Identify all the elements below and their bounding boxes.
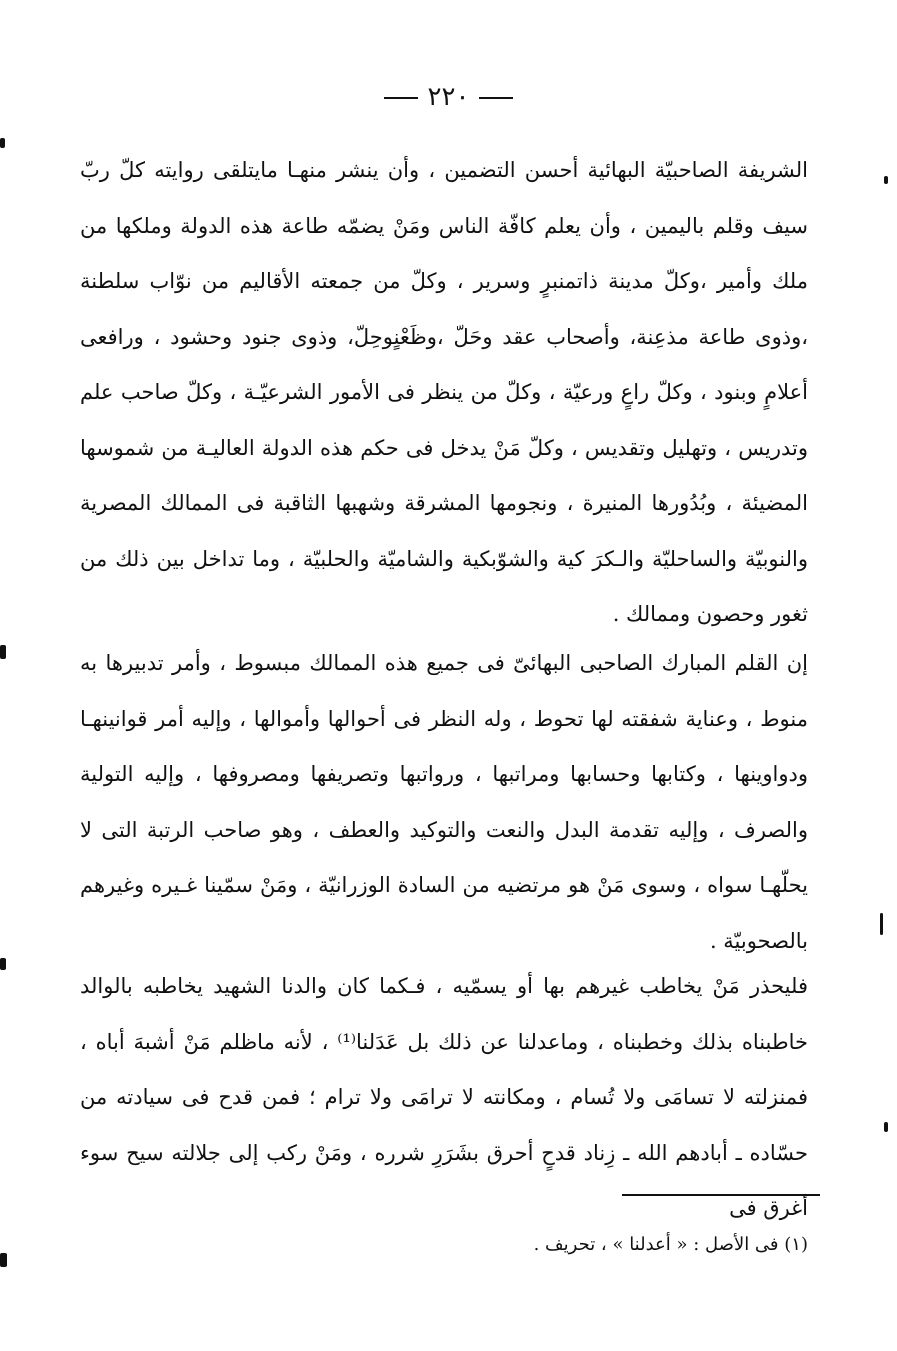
scan-mark-left-4 <box>0 1253 7 1267</box>
paragraph-1: الشريفة الصاحبيّة البهائية أحسن التضمين ، وأن ينشر منهـا مايتلقى روايته كلّ ربّ سيف وقلم باليمين ، وأن يعلم كافّة الناس ومَنْ يضمّه طاعة هذه الدولة وملكها من ملك وأمير ،وكلّ مدينة ذاتمنبرٍ وسرير ، وكلّ من جمعته الأقاليم من نوّاب سلطنة ،وذوى طاعة مذعِنة، وأصحاب عقد وحَلّ ،وظَعْنٍوحِلّ، وذوى جنود وحشود ، ورافعى أعلامٍ وبنود ، وكلّ راعٍ ورعيّة ، وكلّ من ينظر فى الأمور الشرعيّـة ، وكلّ صاحب علم وتدريس ، وتهليل وتقديس ، وكلّ مَنْ يدخل فى حكم هذه الدولة العاليـة من شموسها المضيئة ، وبُدُورها المنيرة ، ونجومها المشرقة وشهبها الثاقبة فى الممالك المصرية والنوبيّة والساحليّة والـكرَ كية والشوّبكية والشاميّة والحلبيّة ، وما تداخل بين ذلك من ثغور وحصون وممالك . <box>80 158 808 626</box>
page-number-dash-left <box>384 97 418 99</box>
paragraph-2: إن القلم المبارك الصاحبى البهائىّ فى جميع هذه الممالك مبسوط ، وأمر تدبيرها به منوط ، وعناية شفقته لها تحوط ، وله النظر فى أحوالها وأموالها ، وإليه أمر قوانينهـا ودواوينها ، وكتابها وحسابها ومراتبها ، ورواتبها وتصريفها ومصروفها ، وإليه التولية والصرف ، وإليه تقدمة البدل والنعت والتوكيد والعطف ، وهو صاحب الرتبة التى لا يحلّهـا سواه ، وسوى مَنْ هو مرتضيه من السادة الوزرانيّة ، ومَنْ سمّينا غـيره وغيرهم بالصحوبيّة . <box>80 651 808 953</box>
scan-mark-left-2 <box>0 645 6 659</box>
scan-mark-right-1 <box>884 176 888 184</box>
footnote: (١) فى الأصل : « أعدلنا » ، تحريف . <box>533 1234 808 1255</box>
page-number-dash-right <box>479 97 513 99</box>
page-number-text: ٢٢٠ <box>427 82 470 112</box>
scan-mark-left-3 <box>0 958 6 970</box>
scan-mark-right-2 <box>880 913 883 935</box>
scan-mark-right-3 <box>884 1122 888 1132</box>
scan-mark-left-1 <box>0 138 5 148</box>
paragraph-3: فليحذر مَنْ يخاطب غيرهم بها أو يسمّيه ، فـكما كان والدنا الشهيد يخاطبه بالوالد خاطبناه بذلك وخطبناه ، وماعدلنا عن ذلك بل عَدَلنا⁽¹⁾ ، لأنه ماظلم مَنْ أشبهَ أباه ، فمنزلته لا تسامَى ولا تُسام ، ومكانته لا ترامَى ولا ترام ؛ فمن قدح فى سيادته من حسّاده ـ أبادهم الله ـ زِناد قدحٍ أحرق بشَرَرِ شرره ، ومَنْ ركب إلى جلالته سيح سوء أغرق فى <box>80 974 808 1220</box>
footnote-separator <box>622 1194 820 1196</box>
page-number <box>0 82 897 112</box>
